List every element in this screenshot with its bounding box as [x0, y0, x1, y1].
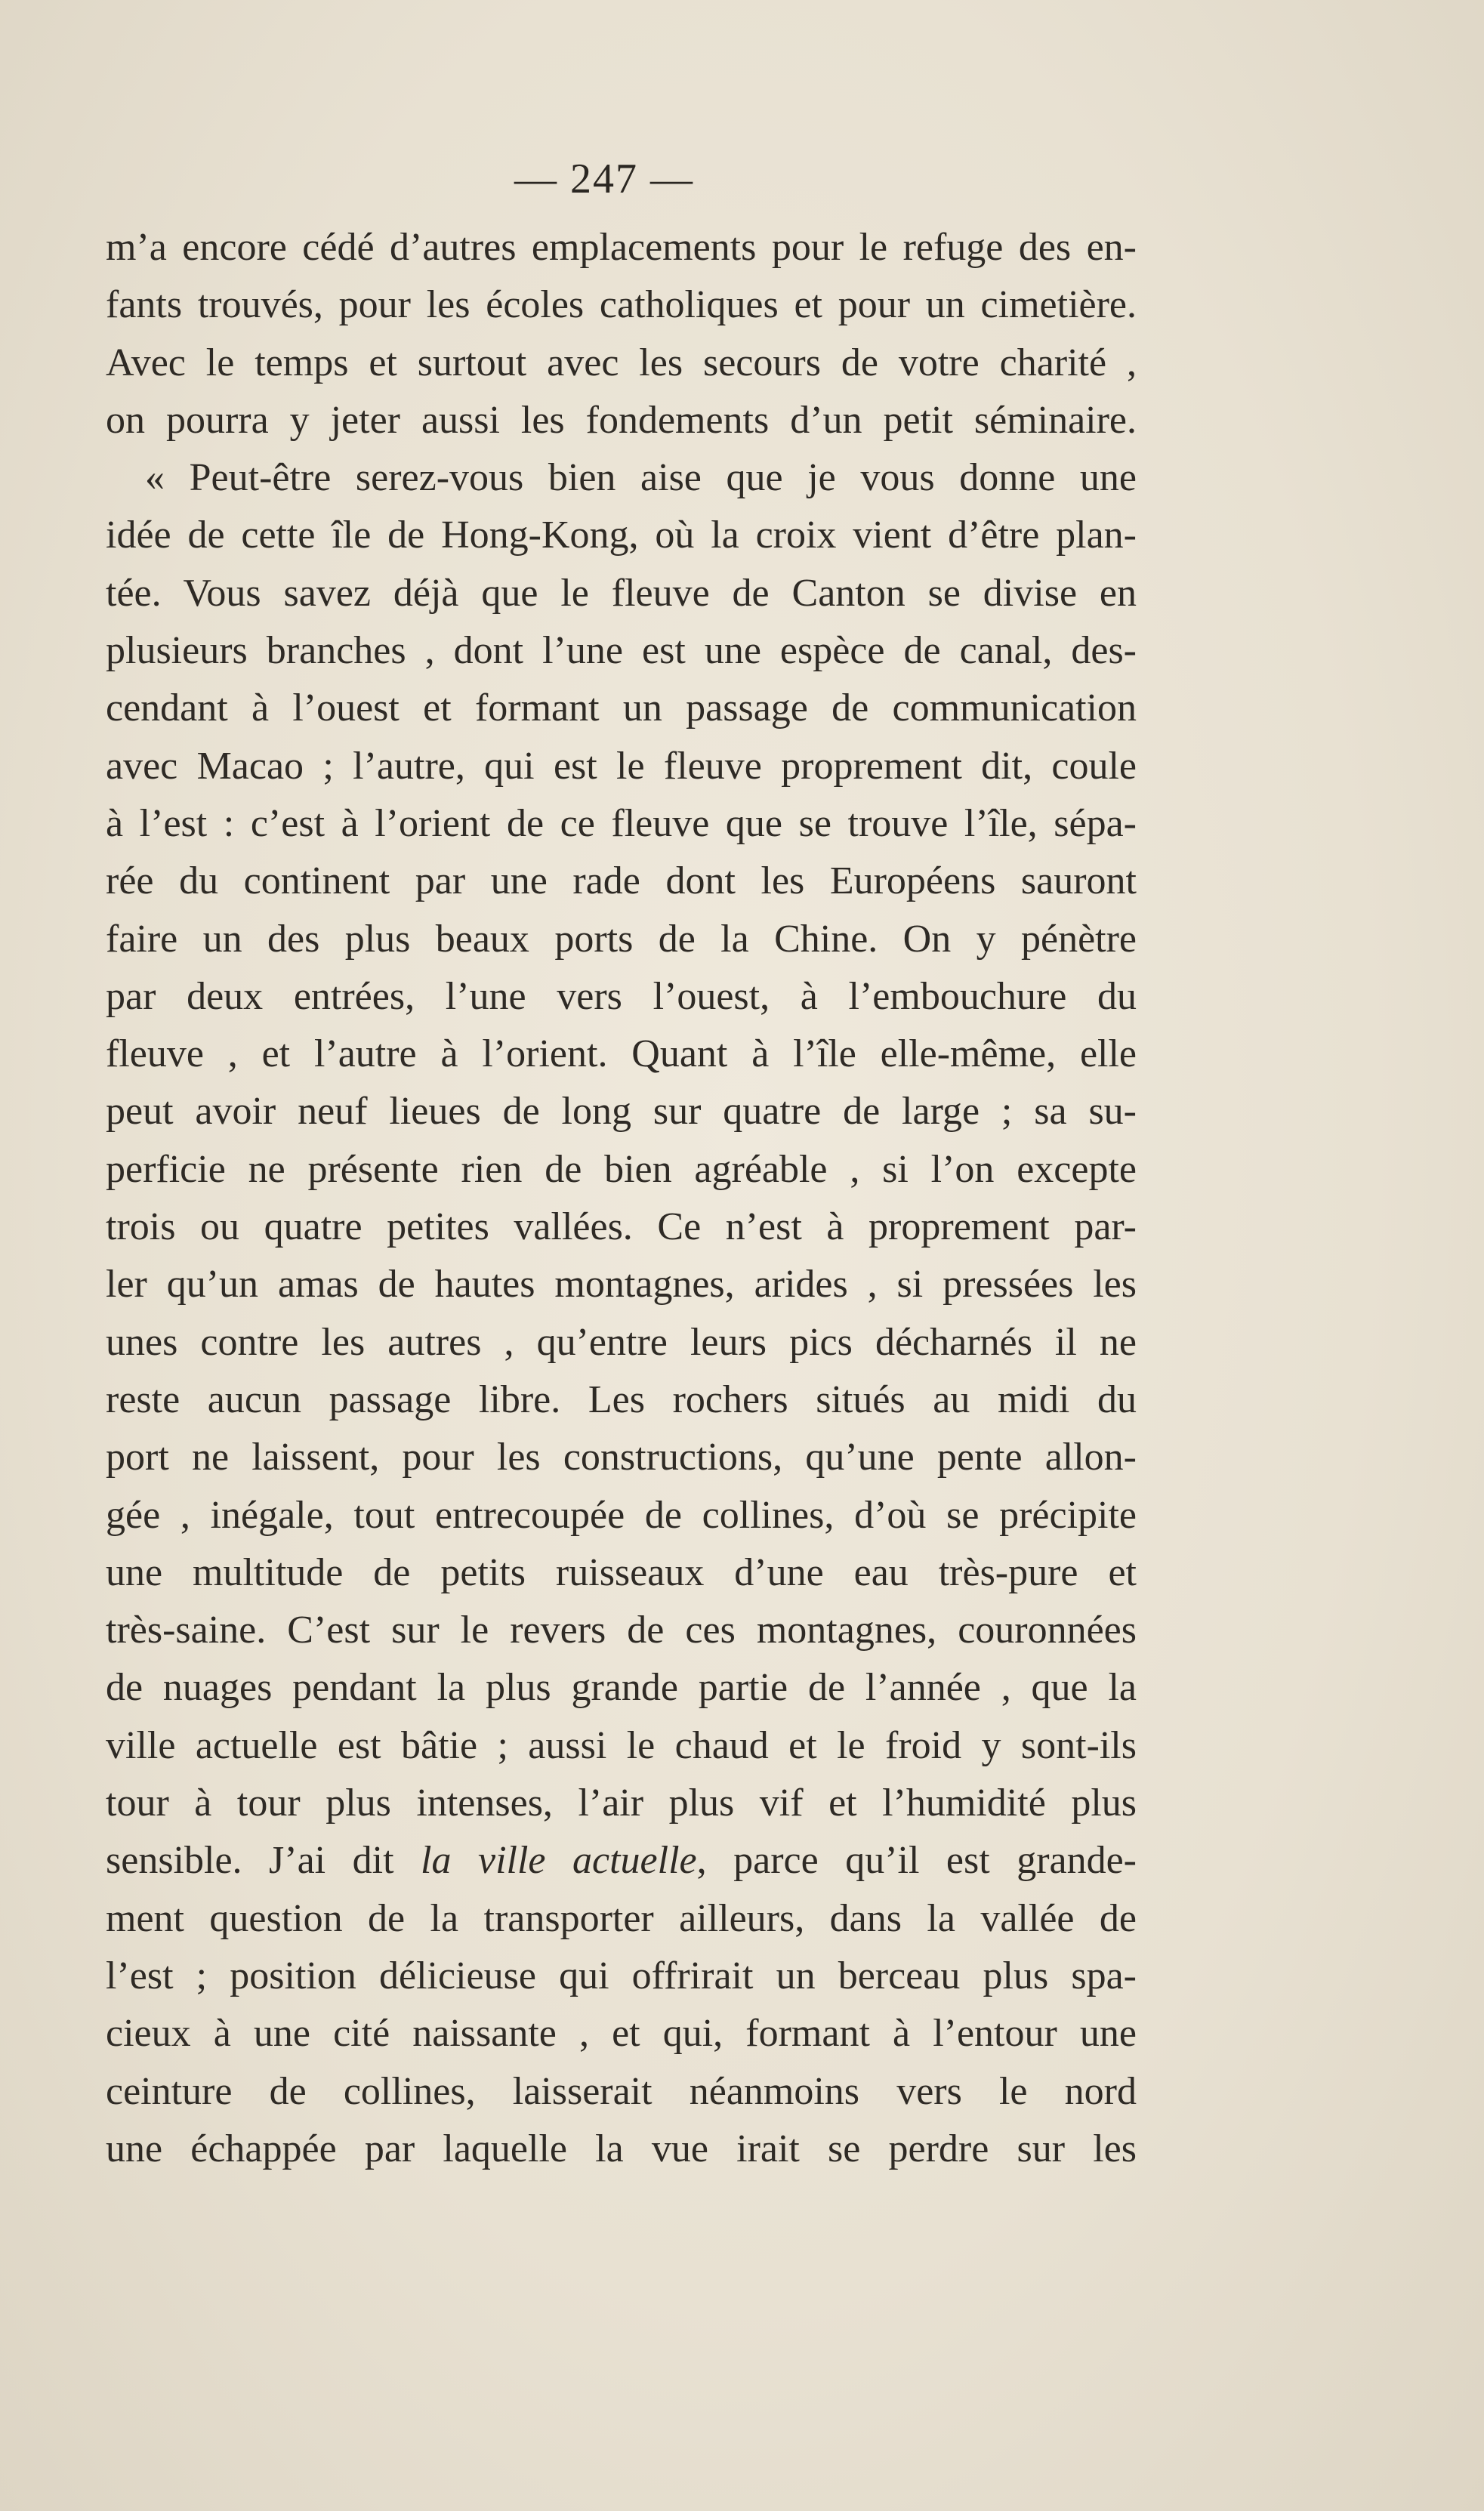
text-line: fleuve , et l’autre à l’orient. Quant à l’île elle-même, elle	[106, 1032, 1137, 1076]
text-line: plusieurs branches , dont l’une est une espèce de canal, des-	[106, 629, 1137, 673]
text-line: cendant à l’ouest et formant un passage de communication	[106, 686, 1137, 730]
italic-phrase: la ville actuelle	[421, 1839, 697, 1883]
text-line: par deux entrées, l’une vers l’ouest, à l’embouchure du	[106, 974, 1137, 1018]
text-segment: , parce qu’il est grande-	[696, 1839, 1137, 1883]
text-line: avec Macao ; l’autre, qui est le fleuve proprement dit, coule	[106, 744, 1137, 788]
text-line: l’est ; position délicieuse qui offrirait un berceau plus spa-	[106, 1954, 1137, 1997]
text-line: une échappée par laquelle la vue irait se perdre sur les	[106, 2127, 1137, 2170]
body-text	[106, 219, 1137, 2178]
text-line: peut avoir neuf lieues de long sur quatre de large ; sa su-	[106, 1090, 1137, 1134]
text-line: gée , inégale, tout entrecoupée de collines, d’où se précipite	[106, 1493, 1137, 1537]
text-line: trois ou quatre petites vallées. Ce n’est à proprement par-	[106, 1205, 1137, 1249]
text-line: ceinture de collines, laisserait néanmoins vers le nord	[106, 2069, 1137, 2113]
text-line	[106, 1832, 1137, 1889]
text-line: reste aucun passage libre. Les rochers situés au midi du	[106, 1377, 1137, 1421]
text-line: très-saine. C’est sur le revers de ces montagnes, couronnées	[106, 1609, 1137, 1652]
text-line: de nuages pendant la plus grande partie de l’année , que la	[106, 1666, 1137, 1710]
text-line: « Peut-être serez-vous bien aise que je vous donne une	[145, 456, 1137, 500]
text-line: on pourra y jeter aussi les fondements d’un petit séminaire.	[106, 398, 1137, 442]
text-line: m’a encore cédé d’autres emplacements pour le refuge des en-	[106, 226, 1137, 269]
text-line: cieux à une cité naissante , et qui, formant à l’entour une	[106, 2012, 1137, 2056]
text-line: ment question de la transporter ailleurs, dans la vallée de	[106, 1896, 1137, 1940]
text-line: Avec le temps et surtout avec les secours de votre charité ,	[106, 341, 1137, 384]
text-line: tour à tour plus intenses, l’air plus vif et l’humidité plus	[106, 1781, 1137, 1825]
text-line: à l’est : c’est à l’orient de ce fleuve que se trouve l’île, sépa-	[106, 801, 1137, 845]
text-line: ville actuelle est bâtie ; aussi le chaud et le froid y sont-ils	[106, 1723, 1137, 1767]
text-line: une multitude de petits ruisseaux d’une eau très-pure et	[106, 1550, 1137, 1594]
text-line: unes contre les autres , qu’entre leurs pics décharnés il ne	[106, 1320, 1137, 1364]
text-line: perficie ne présente rien de bien agréable , si l’on excepte	[106, 1147, 1137, 1191]
text-line: tée. Vous savez déjà que le fleuve de Canton se divise en	[106, 571, 1137, 615]
text-line: rée du continent par une rade dont les Européens sauront	[106, 859, 1137, 903]
text-line: fants trouvés, pour les écoles catholiques et pour un cimetière.	[106, 283, 1137, 327]
page-number: — 247 —	[514, 156, 694, 202]
text-line: idée de cette île de Hong-Kong, où la croix vient d’être plan-	[106, 514, 1137, 557]
text-line: ler qu’un amas de hautes montagnes, arides , si pressées les	[106, 1263, 1137, 1306]
text-line: faire un des plus beaux ports de la Chine. On y pénètre	[106, 917, 1137, 961]
text-segment: sensible. J’ai dit	[106, 1839, 421, 1883]
text-line: port ne laissent, pour les constructions, qu’une pente allon-	[106, 1436, 1137, 1479]
